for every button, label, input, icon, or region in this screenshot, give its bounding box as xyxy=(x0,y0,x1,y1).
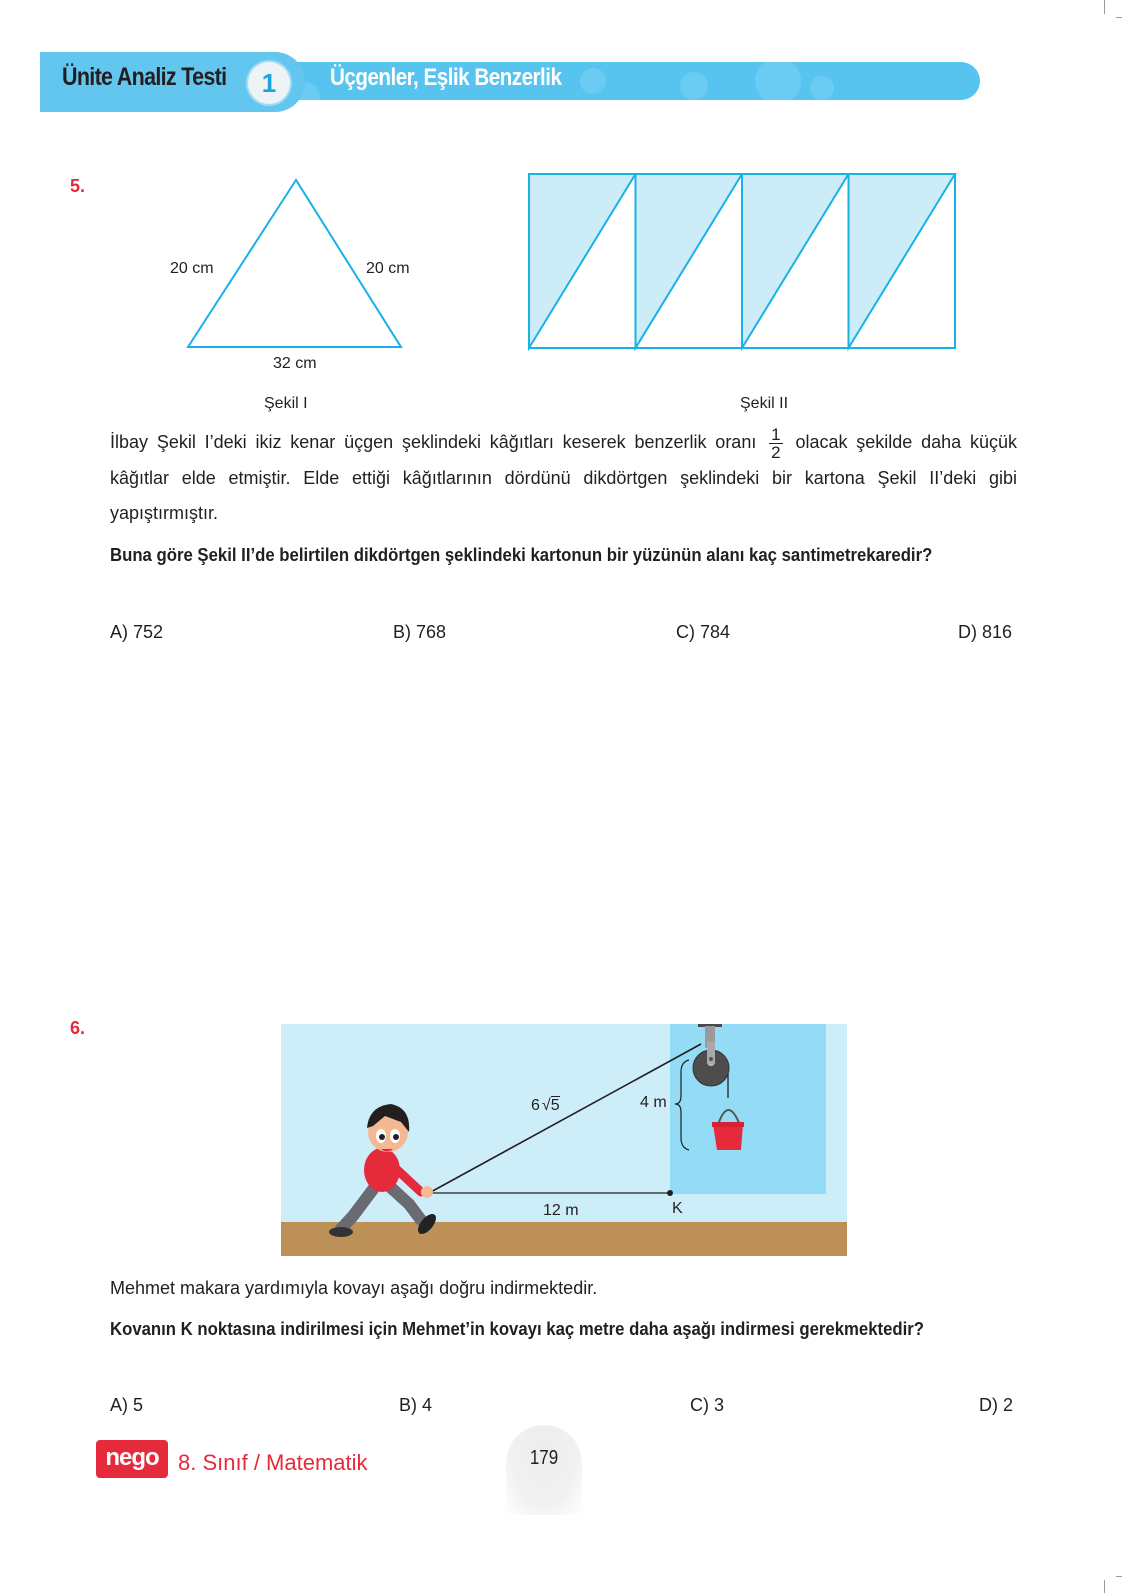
shaded-triangle xyxy=(529,174,636,348)
point-k-label: K xyxy=(672,1200,683,1217)
option-b[interactable]: B) 4 xyxy=(399,1395,433,1415)
option-c[interactable]: C) 784 xyxy=(676,622,731,642)
shaded-triangle xyxy=(849,174,956,348)
question5-prompt: Buna göre Şekil II’de belirtilen dikdörtgen şeklindeki kartonun bir yüzünün alanı kaç santimetrekaredir? xyxy=(110,545,933,565)
ground xyxy=(281,1222,847,1256)
ratio-numerator: 1 xyxy=(771,424,781,444)
footer-subject: 8. Sınıf / Matematik xyxy=(178,1450,368,1475)
crop-mark xyxy=(1116,1576,1122,1577)
sqrt-symbol: √ xyxy=(541,1097,551,1114)
crop-mark xyxy=(1116,17,1122,18)
shaded-triangle xyxy=(742,174,849,348)
triangle-right-side-label: 20 cm xyxy=(366,260,410,277)
test-title: Ünite Analiz Testi xyxy=(62,63,227,91)
crop-mark xyxy=(1104,1580,1105,1593)
figure-rectangle-with-triangles xyxy=(525,170,960,352)
ratio-fraction xyxy=(769,426,782,461)
bucket-icon xyxy=(713,1124,743,1150)
figure2-caption: Şekil II xyxy=(740,395,789,412)
rope-length-label xyxy=(531,1097,560,1115)
page-number: 179 xyxy=(529,1447,559,1469)
question5-text-part1: İlbay Şekil I’deki ikiz kenar üçgen şeklindeki kâğıtları keserek benzerlik oranı xyxy=(110,432,757,452)
shaded-triangle xyxy=(636,174,743,348)
publisher-logo: nego xyxy=(96,1440,168,1478)
option-d[interactable]: D) 816 xyxy=(958,622,1013,642)
question-number: 5. xyxy=(70,176,86,196)
test-number-badge: 1 xyxy=(248,62,290,104)
rope-radicand: 5 xyxy=(550,1097,560,1114)
question6-prompt: Kovanın K noktasına indirilmesi için Mehmet’in kovayı kaç metre daha aşağı indirmesi gerekmektedir? xyxy=(110,1319,925,1339)
question-number: 6. xyxy=(70,1018,86,1038)
option-d[interactable]: D) 2 xyxy=(979,1395,1014,1415)
option-a[interactable]: A) 5 xyxy=(110,1395,144,1415)
option-a[interactable]: A) 752 xyxy=(110,622,164,642)
question6-text: Mehmet makara yardımıyla kovayı aşağı doğru indirmektedir. xyxy=(110,1278,598,1298)
rope-coefficient: 6 xyxy=(531,1097,540,1114)
ratio-denominator: 2 xyxy=(771,442,781,462)
page-number-background xyxy=(506,1425,582,1515)
crop-mark xyxy=(1104,0,1105,14)
figure1-caption: Şekil I xyxy=(264,395,308,412)
height-label: 4 m xyxy=(640,1094,667,1111)
triangle-base-label: 32 cm xyxy=(273,355,317,372)
option-c[interactable]: C) 3 xyxy=(690,1395,725,1415)
ground-distance-label: 12 m xyxy=(543,1202,579,1219)
question5-text xyxy=(110,425,1017,531)
triangle-left-side-label: 20 cm xyxy=(170,260,214,277)
point-k xyxy=(667,1190,673,1196)
topic-title: Üçgenler, Eşlik Benzerlik xyxy=(330,64,562,91)
question5-text-part2: olacak şekilde daha küçük kâğıtlar elde etmiştir. Elde ettiği kâğıtlarının dördünü dikdörtgen şeklindeki bir kartona Şekil II’deki gibi yapıştırmıştır. xyxy=(110,432,1017,523)
option-b[interactable]: B) 768 xyxy=(393,622,447,642)
wall-area xyxy=(670,1024,826,1194)
pulley-scene xyxy=(281,1024,847,1256)
